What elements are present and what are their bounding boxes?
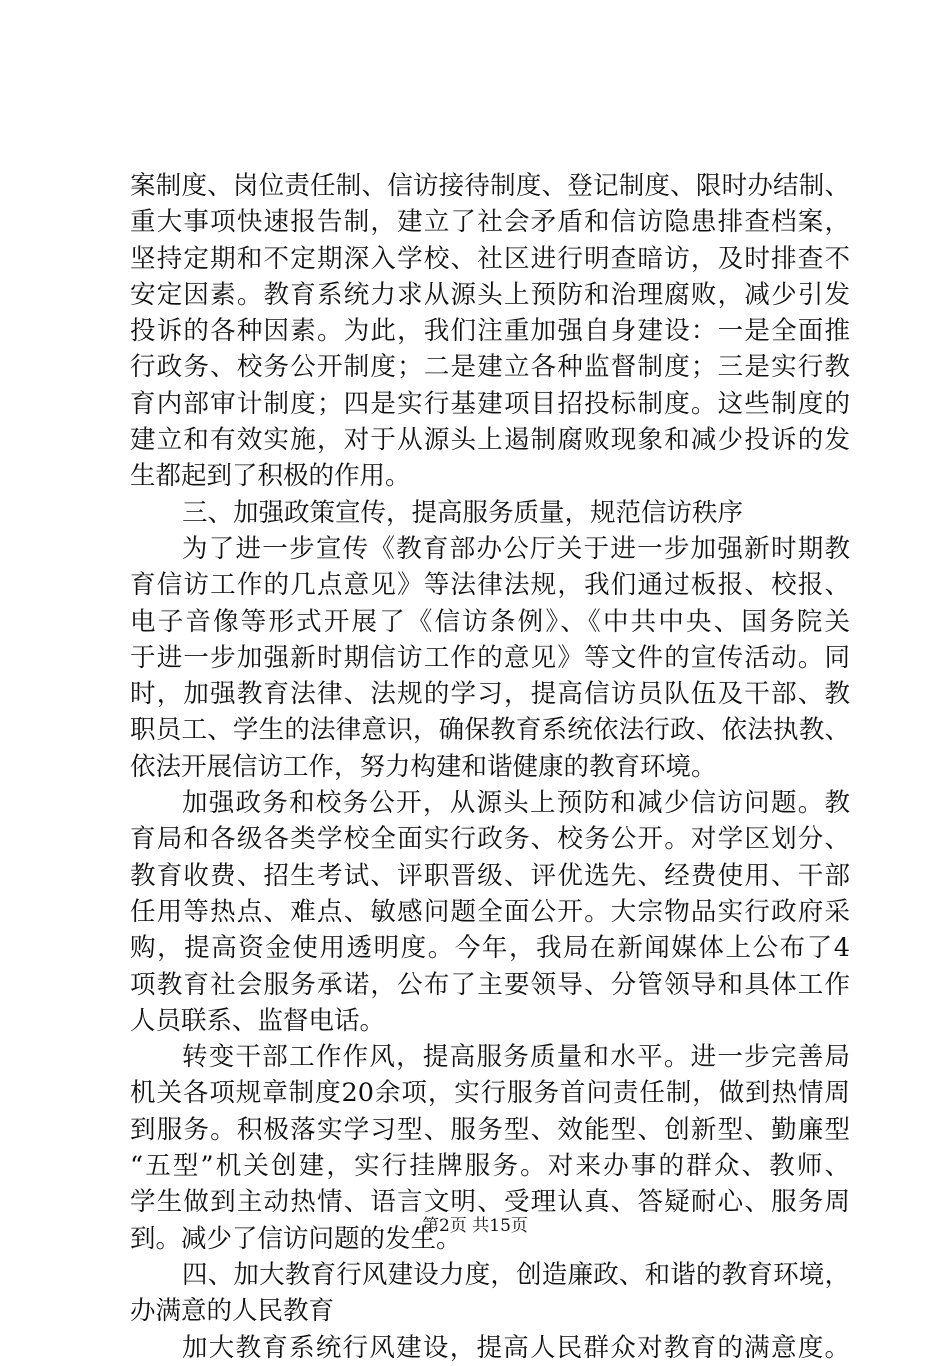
text-line: 行政务、校务公开制度；二是建立各种监督制度；三是实行教	[130, 352, 850, 383]
text-line: 购，提高资金使用透明度。今年，我局在新闻媒体上公布了4	[130, 933, 850, 964]
text-line: 加大教育系统行风建设，提高人民群众对教育的满意度。	[182, 1332, 850, 1363]
text-line: 机关各项规章制度20余项，实行服务首问责任制，做到热情周	[130, 1078, 850, 1109]
text-line: 学生做到主动热情、语言文明、受理认真、答疑耐心、服务周	[130, 1187, 850, 1218]
text-line: 育内部审计制度；四是实行基建项目招投标制度。这些制度的	[130, 388, 850, 419]
text-line: 教育收费、招生考试、评职晋级、评优选先、经费使用、干部	[130, 860, 850, 891]
text-line: 坚持定期和不定期深入学校、社区进行明查暗访，及时排查不	[130, 243, 850, 274]
text-line: 育信访工作的几点意见》等法律法规，我们通过板报、校报、	[130, 570, 850, 601]
text-line: 到。减少了信访问题的发生。	[130, 1223, 462, 1254]
text-line: 项教育社会服务承诺，公布了主要领导、分管领导和具体工作	[130, 969, 850, 1000]
text-line: 案制度、岗位责任制、信访接待制度、登记制度、限时办结制、	[130, 171, 850, 201]
text-line: “五型”机关创建，实行挂牌服务。对来办事的群众、教师、	[130, 1151, 850, 1182]
text-line: 于进一步加强新时期信访工作的意见》等文件的宣传活动。同	[130, 642, 850, 673]
text-line: 加强政务和校务公开，从源头上预防和减少信访问题。教	[182, 788, 850, 819]
text-line: 生都起到了积极的作用。	[130, 461, 411, 492]
text-line: 转变干部工作作风，提高服务质量和水平。进一步完善局	[182, 1042, 850, 1073]
text-line: 依法开展信访工作，努力构建和谐健康的教育环境。	[130, 751, 717, 782]
text-line: 育局和各级各类学校全面实行政务、校务公开。对学区划分、	[130, 824, 850, 855]
text-line: 三、加强政策宣传，提高服务质量，规范信访秩序	[182, 497, 744, 528]
text-line: 时，加强教育法律、法规的学习，提高信访员队伍及干部、教	[130, 679, 850, 710]
page-footer: 第2页 共15页	[422, 1216, 528, 1236]
text-line: 建立和有效实施，对于从源头上遏制腐败现象和减少投诉的发	[130, 425, 850, 456]
text-line: 投诉的各种因素。为此，我们注重加强自身建设：一是全面推	[130, 316, 850, 347]
text-line: 到服务。积极落实学习型、服务型、效能型、创新型、勤廉型	[130, 1114, 850, 1145]
text-line: 为了进一步宣传《教育部办公厅关于进一步加强新时期教	[182, 533, 850, 564]
text-line: 办满意的人民教育	[130, 1296, 335, 1327]
text-line: 安定因素。教育系统力求从源头上预防和治理腐败，减少引发	[130, 279, 850, 310]
document-body	[130, 168, 850, 1366]
text-line: 人员联系、监督电话。	[130, 1005, 386, 1036]
text-line: 重大事项快速报告制，建立了社会矛盾和信访隐患排查档案，	[130, 207, 850, 238]
text-line: 电子音像等形式开展了《信访条例》、《中共中央、国务院关	[130, 606, 850, 637]
text-line: 任用等热点、难点、敏感问题全面公开。大宗物品实行政府采	[130, 896, 850, 927]
text-line: 四、加大教育行风建设力度，创造廉政、和谐的教育环境，	[182, 1259, 850, 1290]
text-line: 职员工、学生的法律意识，确保教育系统依法行政、依法执教、	[130, 715, 850, 746]
